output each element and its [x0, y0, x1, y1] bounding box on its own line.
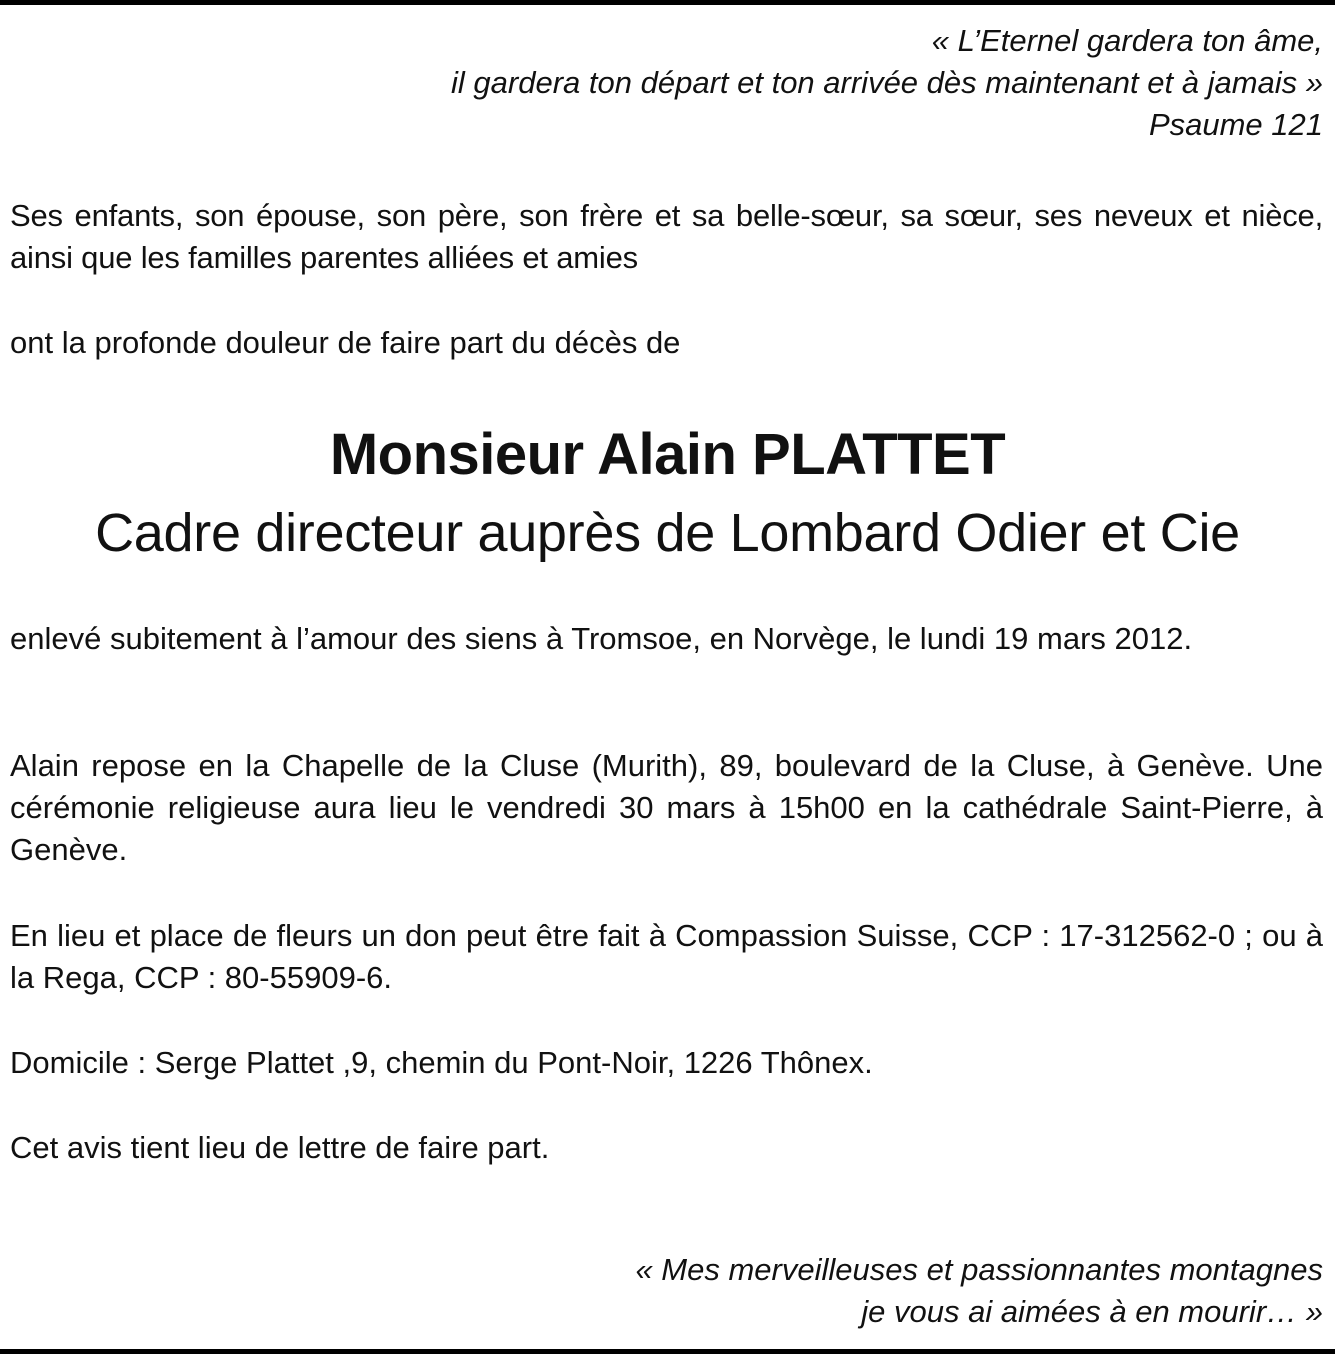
closing-quote-line-2: je vous ai aimées à en mourir… »	[861, 1294, 1323, 1329]
family-paragraph: Ses enfants, son épouse, son père, son frère et sa belle-sœur, sa sœur, ses neveux et nièce, ainsi que les familles parentes alliées et amies	[10, 198, 1323, 275]
donation-paragraph: En lieu et place de fleurs un don peut être fait à Compassion Suisse, CCP : 17-312562-0 ; ou à la Rega, CCP : 80-55909-6.	[10, 918, 1323, 995]
closing-quote-line-1: « Mes merveilleuses et passionnantes montagnes	[635, 1252, 1323, 1287]
epigraph-quote	[10, 20, 1323, 146]
domicile-line: Domicile : Serge Plattet ,9, chemin du Pont-Noir, 1226 Thônex.	[10, 1045, 873, 1080]
notice-line: Cet avis tient lieu de lettre de faire part.	[10, 1130, 550, 1165]
deceased-name: Monsieur Alain PLATTET	[329, 422, 1006, 487]
deceased-position: Cadre directeur auprès de Lombard Odier et Cie	[95, 503, 1240, 563]
epigraph-line-2: il gardera ton départ et ton arrivée dès maintenant et à jamais »	[451, 65, 1323, 100]
epigraph-source: Psaume 121	[1148, 107, 1323, 142]
top-border-rule	[0, 0, 1335, 5]
epigraph-line-1: « L’Eternel gardera ton âme,	[931, 23, 1323, 58]
death-paragraph: enlevé subitement à l’amour des siens à Tromsoe, en Norvège, le lundi 19 mars 2012.	[10, 621, 1193, 656]
announcement-text: ont la profonde douleur de faire part du décès de	[10, 325, 681, 360]
bottom-border-rule	[0, 1349, 1335, 1354]
closing-quote	[10, 1249, 1323, 1333]
ceremony-paragraph: Alain repose en la Chapelle de la Cluse (Murith), 89, boulevard de la Cluse, à Genève. Une cérémonie religieuse aura lieu le vendredi 30 mars à 15h00 en la cathédrale Saint-Pierre, à Genève.	[10, 748, 1323, 867]
